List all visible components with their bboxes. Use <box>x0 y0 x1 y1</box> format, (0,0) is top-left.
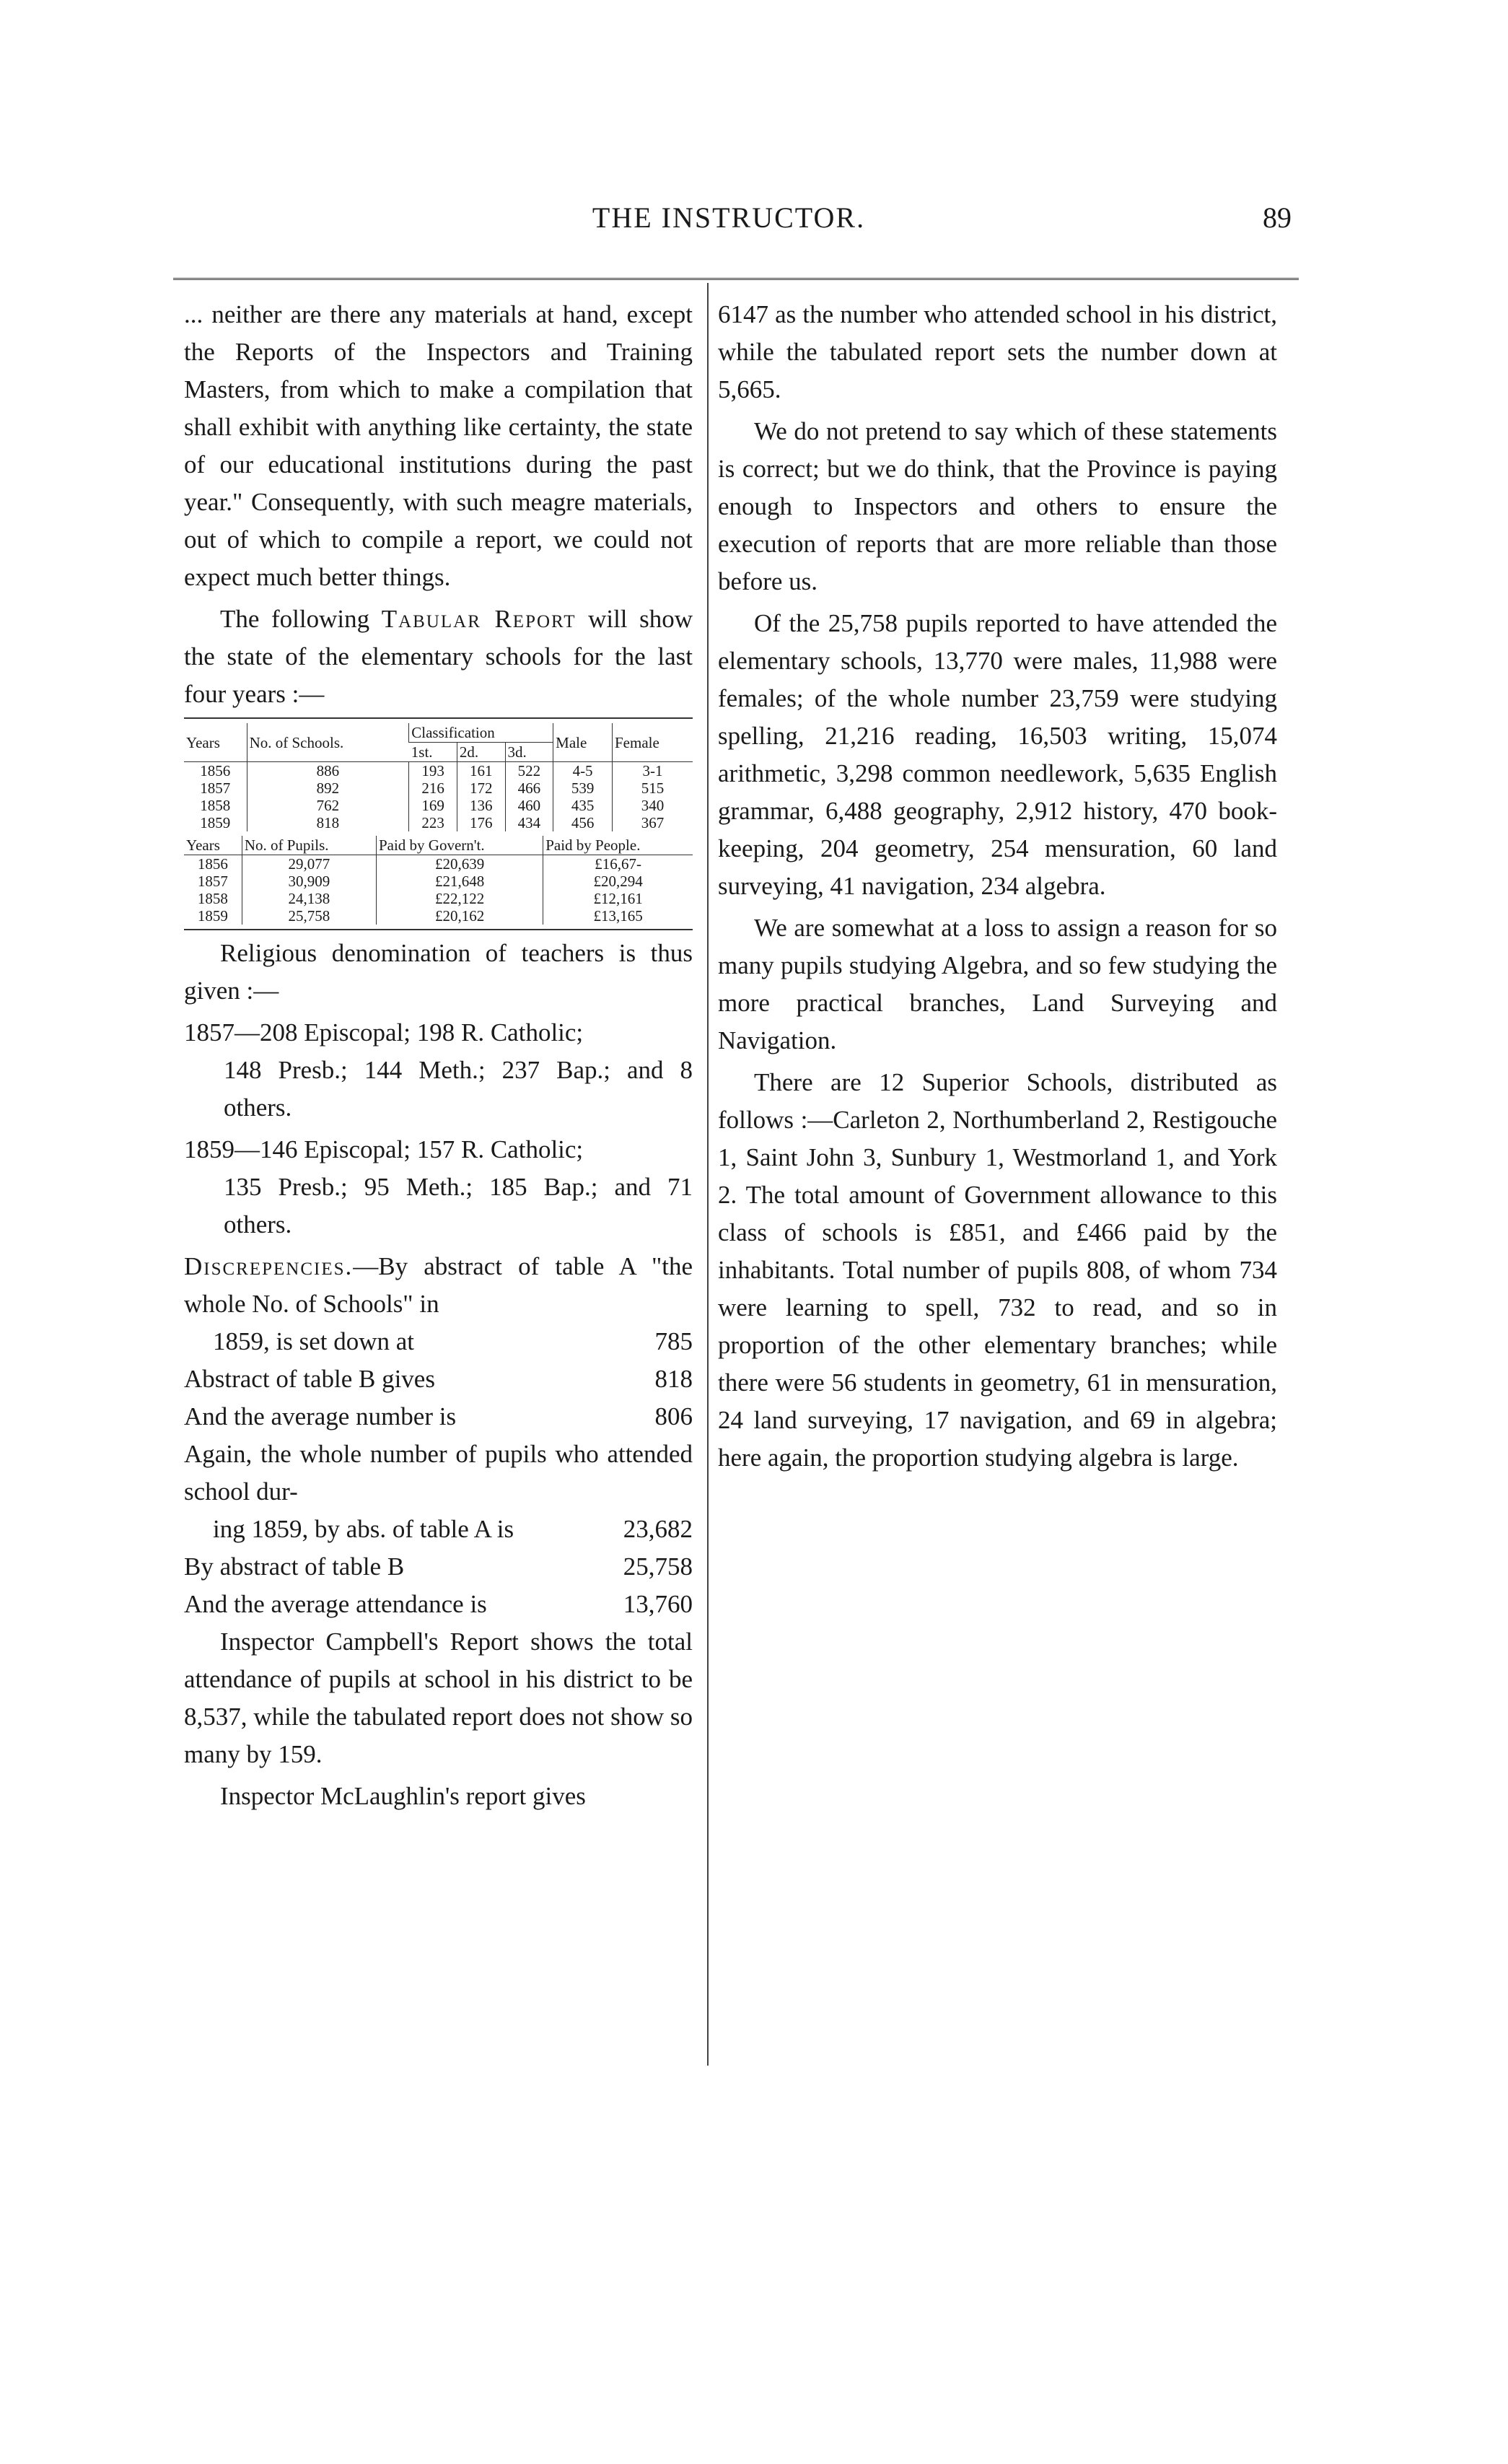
discrepancy-value: 25,758 <box>623 1552 693 1581</box>
discrepancy-line <box>184 1398 693 1436</box>
table-header-cell: Classification <box>409 723 553 743</box>
running-title: THE INSTRUCTOR. <box>592 201 866 234</box>
table-header-cell: No. of Pupils. <box>242 836 376 855</box>
discrepancy-value: 13,760 <box>623 1590 693 1618</box>
small-caps-term: Tabular Report <box>381 605 577 633</box>
paragraph: There are 12 Superior Schools, distributed as follows :—Carleton 2, Northumberland 2, Restigouche 1, Saint John 3, Sunbury 1, Westmorland 1, and York 2. The total amount of Government allowance to this class of schools is £851, and £466 paid by the inhabitants. Total number of pupils 808, of whom 734 were learning to spell, 732 to read, and so in proportion of the other elementary branches; while there were 56 students in geometry, 61 in mensuration, 24 land surveying, 17 navigation, and 69 in algebra; here again, the proportion studying algebra is large. <box>718 1068 1277 1472</box>
table-header-cell: Paid by Govern't. <box>376 836 543 855</box>
table-cell: £13,165 <box>543 907 693 925</box>
table-cell: £12,161 <box>543 890 693 907</box>
table-cell: 460 <box>505 797 553 814</box>
table-cell: 176 <box>457 814 505 831</box>
discrepancy-value: 785 <box>654 1327 693 1355</box>
text-run: will show the state of the elementary schools for the last four years :— <box>184 605 693 708</box>
table-cell: £20,639 <box>376 855 543 873</box>
page-number: 89 <box>1263 201 1292 234</box>
table-header-cell: Female <box>612 723 693 762</box>
table-cell: 1858 <box>200 797 231 814</box>
table-cell: 24,138 <box>242 890 376 907</box>
denomination-line: 1857—208 Episcopal; 198 R. Catholic; <box>184 1018 584 1047</box>
table-cell: £21,648 <box>376 873 543 890</box>
table-cell: 1857 <box>200 779 231 797</box>
discrepancy-line <box>184 1586 693 1623</box>
table-cell: 456 <box>553 814 613 831</box>
table-cell: 25,758 <box>242 907 376 925</box>
table-header-cell: No. of Schools. <box>247 723 409 762</box>
table-cell: 30,909 <box>242 873 376 890</box>
table-cell: 435 <box>553 797 613 814</box>
denomination-line: 135 Presb.; 95 Meth.; 185 Bap.; and 71 others. <box>224 1173 693 1238</box>
right-column <box>718 296 1277 1481</box>
table-cell: 172 <box>457 779 505 797</box>
running-head <box>166 201 1292 244</box>
left-column <box>184 296 693 1819</box>
discrepancy-value: 818 <box>654 1365 693 1393</box>
pupils-table <box>184 836 693 925</box>
table-row <box>184 890 693 907</box>
table-cell: 1858 <box>197 890 228 907</box>
table-rule <box>184 929 693 930</box>
paragraph: Inspector Campbell's Report shows the total attendance of pupils at school in his district to be 8,537, while the tabulated report does not show so many by 159. <box>184 1628 693 1768</box>
table-header-cell: 1st. <box>409 743 457 762</box>
table-cell: 1859 <box>197 907 228 925</box>
discrepancy-line <box>184 1323 693 1360</box>
table-cell: 169 <box>409 797 457 814</box>
text-run: —By abstract of table A "the whole No. of Schools" in <box>184 1252 693 1318</box>
table-cell: 1856 <box>200 762 231 779</box>
paragraph: We are somewhat at a loss to assign a reason for so many pupils studying Algebra, and so few studying the more practical branches, Land Surveying and Navigation. <box>718 914 1277 1054</box>
table-cell: 29,077 <box>242 855 376 873</box>
table-cell: 515 <box>612 779 693 797</box>
table-cell: 886 <box>247 762 409 780</box>
table-row <box>184 814 693 831</box>
table-cell: 193 <box>409 762 457 780</box>
paragraph: We do not pretend to say which of these statements is correct; but we do think, that the Province is paying enough to Inspectors and others to ensure the execution of reports that are more reliable than those before us. <box>718 417 1277 595</box>
table-header-cell: Years <box>184 836 242 855</box>
discrepancy-line <box>184 1511 693 1548</box>
text-run: The following <box>220 605 370 633</box>
table-cell: 466 <box>505 779 553 797</box>
discrepancy-text: Again, the whole number of pupils who attended school dur- <box>184 1440 693 1506</box>
table-cell: 161 <box>457 762 505 780</box>
table-cell: 1859 <box>200 814 231 831</box>
table-cell: £20,294 <box>543 873 693 890</box>
table-header-cell: 2d. <box>457 743 505 762</box>
header-rule <box>173 278 1299 280</box>
table-cell: 762 <box>247 797 409 814</box>
table-cell: 818 <box>247 814 409 831</box>
table-row <box>184 907 693 925</box>
discrepancy-label: And the average attendance is <box>184 1590 487 1618</box>
paragraph: Of the 25,758 pupils reported to have attended the elementary schools, 13,770 were males, 11,988 were females; of the whole number 23,759 were studying spelling, 21,216 reading, 16,503 writing, 15,074 arithmetic, 3,298 common needlework, 5,635 English grammar, 6,488 geography, 2,912 history, 470 book-keeping, 204 geometry, 254 mensuration, 60 land surveying, 41 navigation, 234 algebra. <box>718 609 1277 900</box>
discrepancies-intro <box>184 1248 693 1323</box>
discrepancy-label: Abstract of table B gives <box>184 1365 435 1393</box>
discrepancy-label: By abstract of table B <box>184 1552 405 1581</box>
table-header-cell: Paid by People. <box>543 836 693 855</box>
table-cell: 539 <box>553 779 613 797</box>
table-cell: £16,67- <box>543 855 693 873</box>
discrepancy-line <box>184 1360 693 1398</box>
paragraph: 6147 as the number who attended school in his district, while the tabulated report sets the number down at 5,665. <box>718 300 1277 403</box>
paragraph <box>184 600 693 713</box>
table-cell: 1857 <box>197 873 228 890</box>
table-cell: 3-1 <box>612 762 693 780</box>
table-cell: 434 <box>505 814 553 831</box>
table-row <box>184 855 693 873</box>
table-cell: 340 <box>612 797 693 814</box>
discrepancy-value: 23,682 <box>623 1515 693 1543</box>
table-cell: 1856 <box>197 855 228 873</box>
denomination-line: 1859—146 Episcopal; 157 R. Catholic; <box>184 1135 584 1163</box>
table-row <box>184 797 693 814</box>
table-cell: £22,122 <box>376 890 543 907</box>
table-rule <box>184 717 693 719</box>
discrepancy-line <box>184 1548 693 1586</box>
discrepancy-value: 806 <box>654 1402 693 1430</box>
discrepancy-label: 1859, is set down at <box>213 1327 415 1355</box>
table-cell: £20,162 <box>376 907 543 925</box>
denomination-entry <box>184 1014 693 1127</box>
table-cell: 522 <box>505 762 553 780</box>
paragraph: ... neither are there any materials at hand, except the Reports of the Inspectors and Training Masters, from which to make a compilation that shall exhibit with anything like certainty, the state of our educational institutions during the past year." Consequently, with such meagre materials, out of which to compile a report, we could not expect much better things. <box>184 300 693 591</box>
discrepancy-label: And the average number is <box>184 1402 457 1430</box>
denomination-entry <box>184 1131 693 1244</box>
table-cell: 216 <box>409 779 457 797</box>
denomination-line: 148 Presb.; 144 Meth.; 237 Bap.; and 8 others. <box>224 1056 693 1122</box>
table-header-cell: Male <box>553 723 613 762</box>
table-row <box>184 779 693 797</box>
table-cell: 223 <box>409 814 457 831</box>
table-cell: 4-5 <box>553 762 613 780</box>
discrepancy-label: ing 1859, by abs. of table A is <box>213 1515 514 1543</box>
table-cell: 892 <box>247 779 409 797</box>
table-cell: 367 <box>612 814 693 831</box>
table-row <box>184 762 693 780</box>
schools-table <box>184 723 693 831</box>
paragraph: Inspector McLaughlin's report gives <box>220 1782 586 1810</box>
table-header-cell: Years <box>184 723 247 762</box>
paragraph: Religious denomination of teachers is thus given :— <box>184 939 693 1005</box>
table-cell: 136 <box>457 797 505 814</box>
table-row <box>184 873 693 890</box>
small-caps-term: Discrepencies. <box>184 1252 354 1280</box>
table-header-cell: 3d. <box>505 743 553 762</box>
column-divider <box>707 283 709 2066</box>
